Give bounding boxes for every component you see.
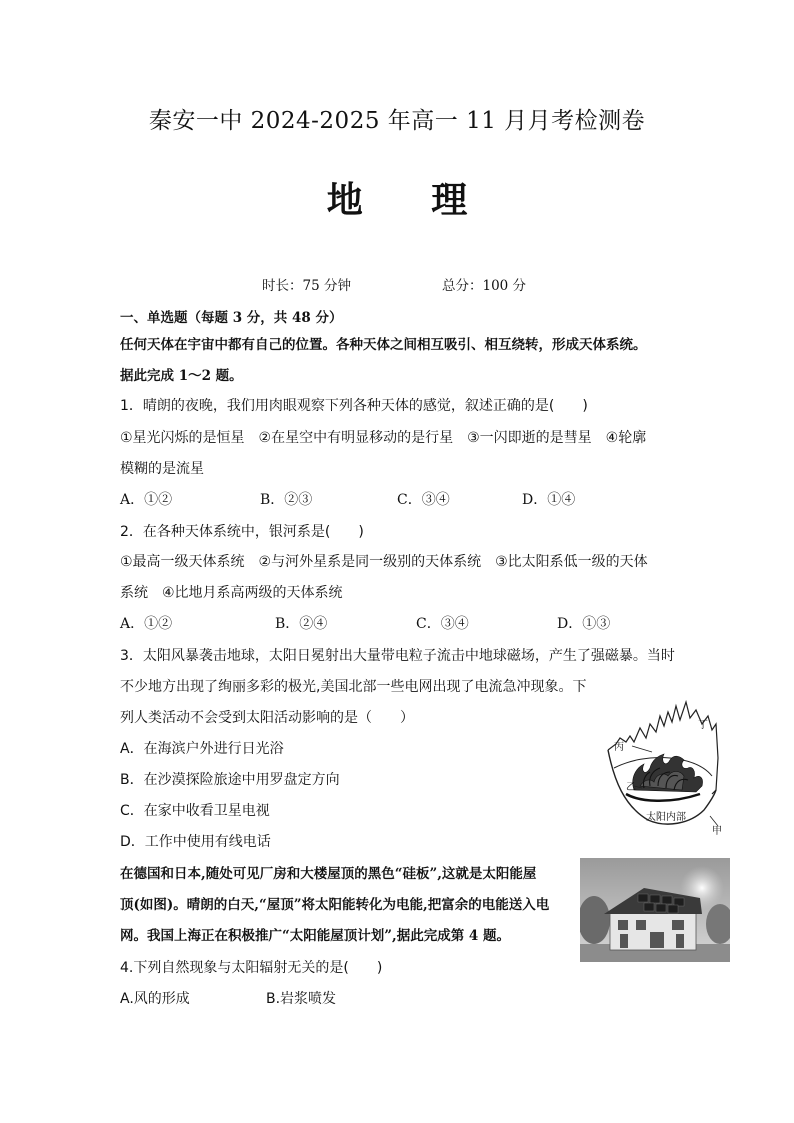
q1-items-line1: ①星光闪烁的是恒星 ②在星空中有明显移动的是行星 ③一闪即逝的是彗星 ④轮廓 bbox=[120, 430, 647, 446]
exam-title: 秦安一中 2024-2025 年高一 11 月月考检测卷 bbox=[148, 108, 646, 134]
section-intro-line1: 任何天体在宇宙中都有自己的位置。各种天体之间相互吸引、相互绕转，形成天体系统。 bbox=[120, 337, 647, 353]
q3-stem-line3: 列人类活动不会受到太阳活动影响的是（ ） bbox=[120, 710, 414, 726]
q2-option-b: B．②④ bbox=[275, 616, 328, 632]
passage-line3: 网。我国上海正在积极推广“太阳能屋顶计划”,据此完成第 4 题。 bbox=[120, 928, 511, 944]
q3-option-c: C．在家中收看卫星电视 bbox=[120, 803, 270, 819]
sun-structure-diagram bbox=[600, 698, 730, 838]
q3-option-d: D．工作中使用有线电话 bbox=[120, 834, 271, 850]
label-yi: 乙 bbox=[626, 782, 636, 793]
q2-items-line1: ①最高一级天体系统 ②与河外星系是同一级别的天体系统 ③比太阳系低一级的天体 bbox=[120, 554, 648, 570]
q4-option-a: A.风的形成 bbox=[120, 991, 190, 1007]
q3-option-b: B．在沙漠探险旅途中用罗盘定方向 bbox=[120, 772, 340, 788]
q2-option-a: A．①② bbox=[120, 616, 173, 632]
q1-stem: 1．晴朗的夜晚，我们用肉眼观察下列各种天体的感觉，叙述正确的是( ) bbox=[120, 398, 588, 414]
q2-stem: 2．在各种天体系统中，银河系是( ) bbox=[120, 524, 364, 540]
q1-option-d: D．①④ bbox=[522, 492, 576, 508]
q4-option-b: B.岩浆喷发 bbox=[266, 991, 337, 1007]
solar-roof-photo bbox=[580, 858, 730, 962]
section-intro-line2: 据此完成 1～2 题。 bbox=[120, 368, 243, 384]
q3-stem-line2: 不少地方出现了绚丽多彩的极光,美国北部一些电网出现了电流急冲现象。下 bbox=[120, 679, 587, 695]
label-jia: 甲 bbox=[712, 826, 722, 837]
q3-stem-line1: 3．太阳风暴袭击地球，太阳日冕射出大量带电粒子流击中地球磁场，产生了强磁暴。当时 bbox=[120, 648, 675, 664]
passage-line2: 顶(如图)。晴朗的白天,“屋顶”将太阳能转化为电能,把富余的电能送入电 bbox=[120, 897, 550, 913]
subject-title: 地 理 bbox=[326, 180, 496, 221]
q3-option-a: A．在海滨户外进行日光浴 bbox=[120, 741, 284, 757]
solar-house-image bbox=[580, 858, 730, 962]
q1-items-line2: 模糊的是流星 bbox=[120, 461, 204, 477]
section-heading: 一、单选题（每题 3 分，共 48 分） bbox=[120, 310, 343, 326]
exam-duration: 时长：75 分钟 bbox=[262, 278, 351, 294]
label-sun-interior: 太阳内部 bbox=[646, 812, 686, 823]
q1-option-c: C．③④ bbox=[397, 492, 450, 508]
passage-line1: 在德国和日本,随处可见厂房和大楼屋顶的黑色“硅板”,这就是太阳能屋 bbox=[120, 866, 537, 882]
q2-option-c: C．③④ bbox=[416, 616, 469, 632]
q1-option-a: A．①② bbox=[120, 492, 173, 508]
q1-option-b: B．②③ bbox=[260, 492, 313, 508]
q2-option-d: D．①③ bbox=[557, 616, 611, 632]
q2-items-line2: 系统 ④比地月系高两级的天体系统 bbox=[120, 585, 343, 601]
sun-structure-figure bbox=[600, 698, 730, 838]
label-bing: 丙 bbox=[614, 742, 624, 753]
exam-total-score: 总分：100 分 bbox=[442, 278, 527, 294]
label-ding: 丁 bbox=[698, 720, 708, 731]
q4-stem: 4.下列自然现象与太阳辐射无关的是( ) bbox=[120, 960, 383, 976]
